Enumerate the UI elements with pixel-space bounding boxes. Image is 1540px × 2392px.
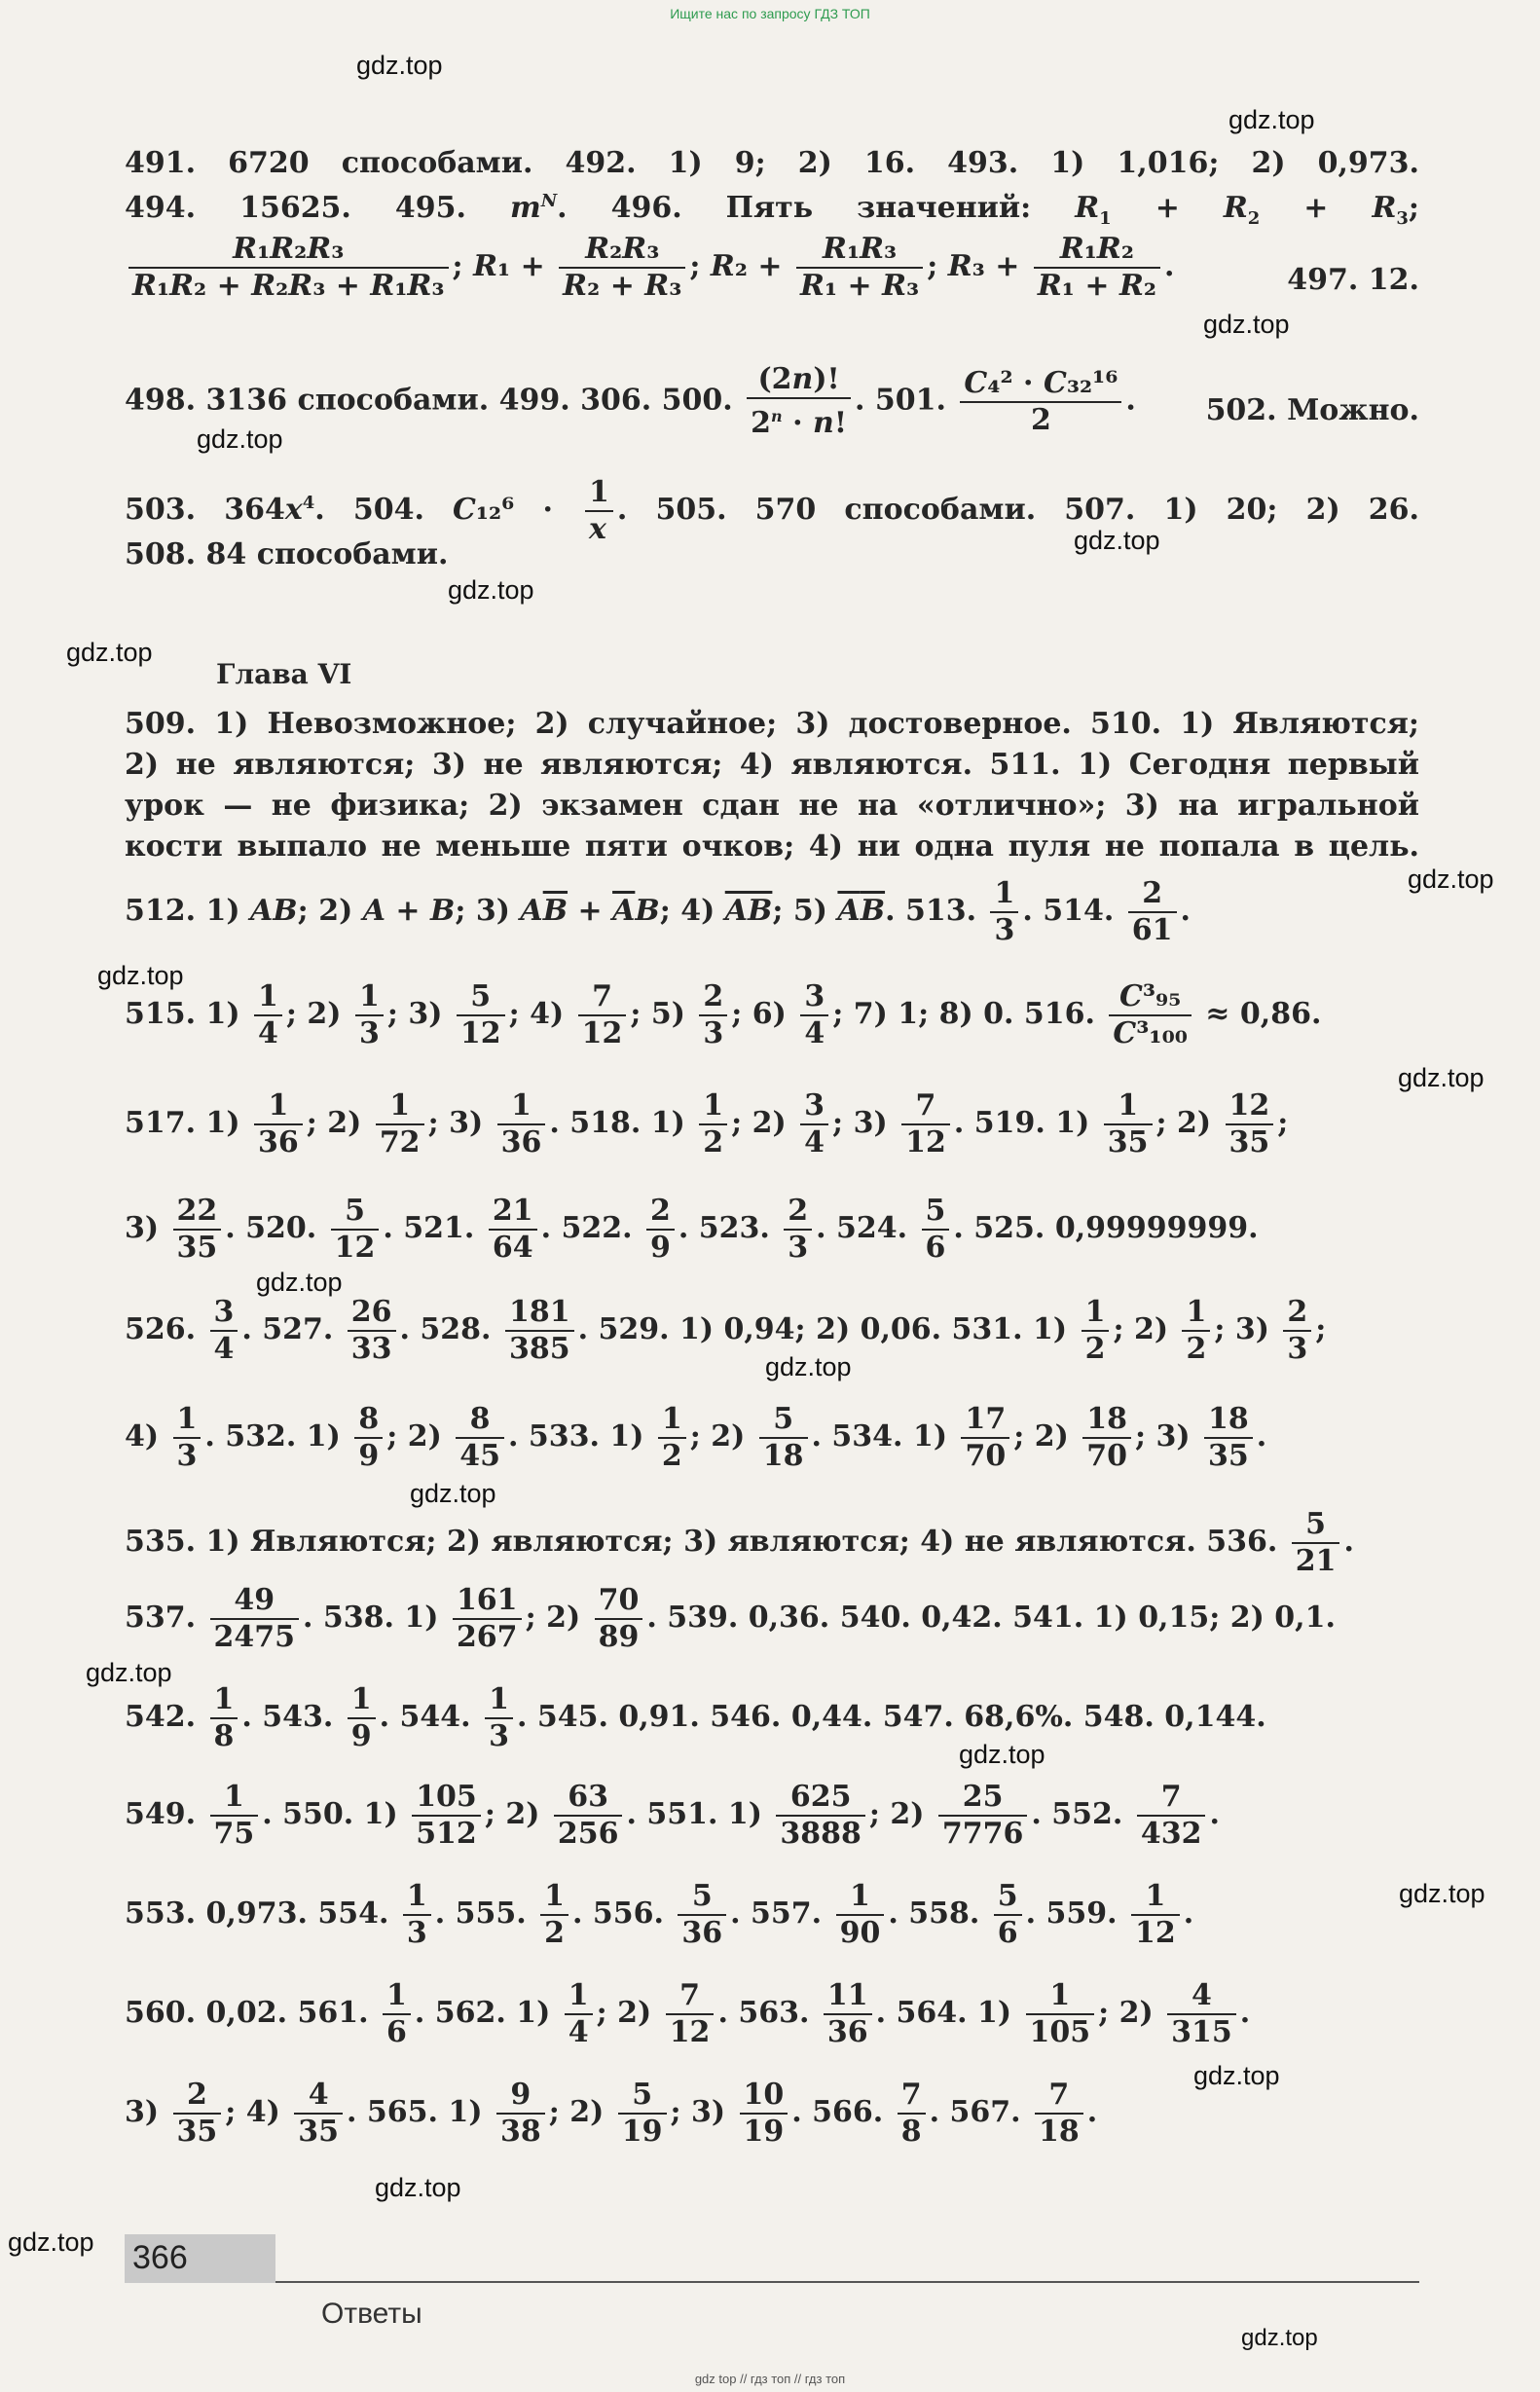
watermark: gdz.top bbox=[197, 424, 283, 454]
answer-line: 491. 6720 способами. 492. 1) 9; 2) 16. 493. 1) 1,016; 2) 0,973. bbox=[125, 146, 1419, 180]
watermark: gdz.top bbox=[1408, 865, 1494, 894]
watermark: gdz.top bbox=[410, 1479, 496, 1508]
watermark: gdz.top bbox=[8, 2227, 94, 2257]
answer-line: 508. 84 способами. bbox=[125, 537, 449, 571]
chapter-title: Глава VI bbox=[216, 658, 352, 690]
answer-line: 512. 1) AB; 2) A + B; 3) $A\overline{B} + \overline{A}B$; 4) $\overline{AB}$; 5) $\overline{A}\overline{B}$. 513. $\frac{1}{3}$ . 514. $\frac{2}{61}$ . bbox=[125, 876, 1191, 947]
header-search-hint[interactable]: Ищите нас по запросу ГДЗ ТОП bbox=[670, 6, 870, 21]
answer-line: 3) $\frac{22}{35}$ . 520. $\frac{5}{12}$ . 521. $\frac{21}{64}$ . 522. $\frac{2}{9}$ . 523. $\frac{2}{3}$ . 524. $\frac{5}{6}$ . 525. 0,99999999. bbox=[125, 1194, 1259, 1265]
watermark: gdz.top bbox=[1203, 310, 1290, 339]
watermark: gdz.top bbox=[1193, 2061, 1280, 2090]
watermark: gdz.top bbox=[1074, 526, 1160, 555]
answer-line: 553. 0,973. 554. $\frac{1}{3}$ . 555. $\frac{1}{2}$ . 556. $\frac{5}{36}$ . 557. $\frac{1}{90}$ . 558. $\frac{5}{6}$ . 559. $\frac{1}{12}$ . bbox=[125, 1879, 1194, 1950]
answer-line: 2) не являются; 3) не являются; 4) являются. 511. 1) Сегодня первый bbox=[125, 748, 1419, 782]
watermark: gdz.top bbox=[1399, 1879, 1485, 1908]
watermark: gdz.top bbox=[375, 2173, 461, 2202]
answer-line: 526. $\frac{3}{4}$ . 527. $\frac{26}{33}$ . 528. $\frac{181}{385}$ . 529. 1) 0,94; 2) 0,06. 531. 1) $\frac{1}{2}$ ; 2) $\frac{1}{2}$ ; 3) $\frac{2}{3}$ ; bbox=[125, 1295, 1327, 1366]
answer-line: 3) $\frac{2}{35}$ ; 4) $\frac{4}{35}$ . 565. 1) $\frac{9}{38}$ ; 2) $\frac{5}{19}$ ; 3) $\frac{10}{19}$ . 566. $\frac{7}{8}$ . 567. $\frac{7}{18}$ . bbox=[125, 2078, 1098, 2149]
answer-line: 4) $\frac{1}{3}$ . 532. 1) $\frac{8}{9}$ ; 2) $\frac{8}{45}$ . 533. 1) $\frac{1}{2}$ ; 2) $\frac{5}{18}$ . 534. 1) $\frac{17}{70}$ ; 2) $\frac{18}{70}$ ; 3) $\frac{18}{35}$ . bbox=[125, 1402, 1267, 1473]
answer-line: 535. 1) Являются; 2) являются; 3) являются; 4) не являются. 536. $\frac{5}{21}$ . bbox=[125, 1507, 1354, 1578]
watermark: gdz.top bbox=[1241, 2325, 1318, 2351]
answer-line: урок — не физика; 2) экзамен сдан не на «отлично»; 3) на игральной bbox=[125, 789, 1419, 823]
answer-line: 560. 0,02. 561. $\frac{1}{6}$ . 562. 1) $\frac{1}{4}$ ; 2) $\frac{7}{12}$ . 563. $\frac{11}{36}$ . 564. 1) $\frac{1}{105}$ ; 2) $\frac{4}{315}$ . bbox=[125, 1978, 1251, 2049]
answer-line: 549. $\frac{1}{75}$ . 550. 1) $\frac{105}{512}$ ; 2) $\frac{63}{256}$ . 551. 1) $\frac{625}{3888}$ ; 2) $\frac{25}{7776}$ . 552. $\frac{7}{432}$ . bbox=[125, 1780, 1220, 1851]
watermark: gdz.top bbox=[959, 1740, 1045, 1769]
watermark: gdz.top bbox=[97, 961, 184, 990]
watermark: gdz.top bbox=[86, 1658, 172, 1687]
watermark: gdz.top bbox=[1228, 105, 1315, 134]
watermark: gdz.top bbox=[448, 575, 534, 605]
section-label: Ответы bbox=[321, 2298, 422, 2330]
page-number: 366 bbox=[132, 2239, 188, 2276]
answer-497: 497. 12. bbox=[1287, 263, 1419, 297]
footer-divider bbox=[275, 2281, 1419, 2283]
footer-links[interactable]: gdz top // гдз топ // гдз топ bbox=[694, 2372, 846, 2386]
answer-line: 517. 1) $\frac{1}{36}$ ; 2) $\frac{1}{72}$ ; 3) $\frac{1}{36}$ . 518. 1) $\frac{1}{2}$ ; 2) $\frac{3}{4}$ ; 3) $\frac{7}{12}$ . 519. 1) $\frac{1}{35}$ ; 2) $\frac{12}{35}$ ; bbox=[125, 1088, 1289, 1159]
watermark: gdz.top bbox=[256, 1268, 343, 1297]
answer-line: 494. 15625. 495. $m^N$. 496. Пять значений: $R_1 + R_2 + R_3$; bbox=[125, 191, 1419, 229]
watermark: gdz.top bbox=[1398, 1063, 1485, 1092]
answer-line: 503. $364x^4$. 504. C₁₂⁶ · $\frac{1}{x}$ . 505. 570 способами. 507. 1) 20; 2) 26. bbox=[125, 475, 1419, 546]
watermark: gdz.top bbox=[66, 638, 153, 667]
watermark: gdz.top bbox=[765, 1352, 852, 1381]
answer-line: 498. 3136 способами. 499. 306. 500. $\frac{(2n)!}{2^n \cdot n!}$ . 501. $\frac{\text{C₄² · C₃₂¹⁶}}{2}$ . 502. Можно. bbox=[125, 362, 1419, 440]
answer-line: 515. 1) $\frac{1}{4}$ ; 2) $\frac{1}{3}$ ; 3) $\frac{5}{12}$ ; 4) $\frac{7}{12}$ ; 5) $\frac{2}{3}$ ; 6) $\frac{3}{4}$ ; 7) 1; 8) 0. 516. $\frac{\text{C³₉₅}}{\text{C³₁₀₀}}$ ≈ 0,86. bbox=[125, 979, 1322, 1050]
watermark: gdz.top bbox=[356, 51, 443, 80]
answer-line: 537. $\frac{49}{2475}$ . 538. 1) $\frac{161}{267}$ ; 2) $\frac{70}{89}$ . 539. 0,36. 540. 0,42. 541. 1) 0,15; 2) 0,1. bbox=[125, 1583, 1336, 1654]
answer-line: 509. 1) Невозможное; 2) случайное; 3) достоверное. 510. 1) Являются; bbox=[125, 707, 1419, 741]
answer-line-resistance: $\frac{\text{R₁R₂R₃}}{\text{R₁R₂ + R₂R₃ + R₁R₃}}$ ; R₁ + $\frac{\text{R₂R₃}}{\text{R₂ + R₃}}$ ; R₂ + $\frac{\text{R₁R₃}}{\text{R₁ + R₃}}$ ; R₃ + $\frac{\text{R₁R₂}}{\text{R₁ + R₂}}$ . 497. 12. bbox=[125, 232, 1419, 304]
answer-line: 542. $\frac{1}{8}$ . 543. $\frac{1}{9}$ . 544. $\frac{1}{3}$ . 545. 0,91. 546. 0,44. 547. 68,6%. 548. 0,144. bbox=[125, 1682, 1266, 1753]
answer-line: кости выпало не меньше пяти очков; 4) ни одна пуля не попала в цель. bbox=[125, 829, 1419, 864]
